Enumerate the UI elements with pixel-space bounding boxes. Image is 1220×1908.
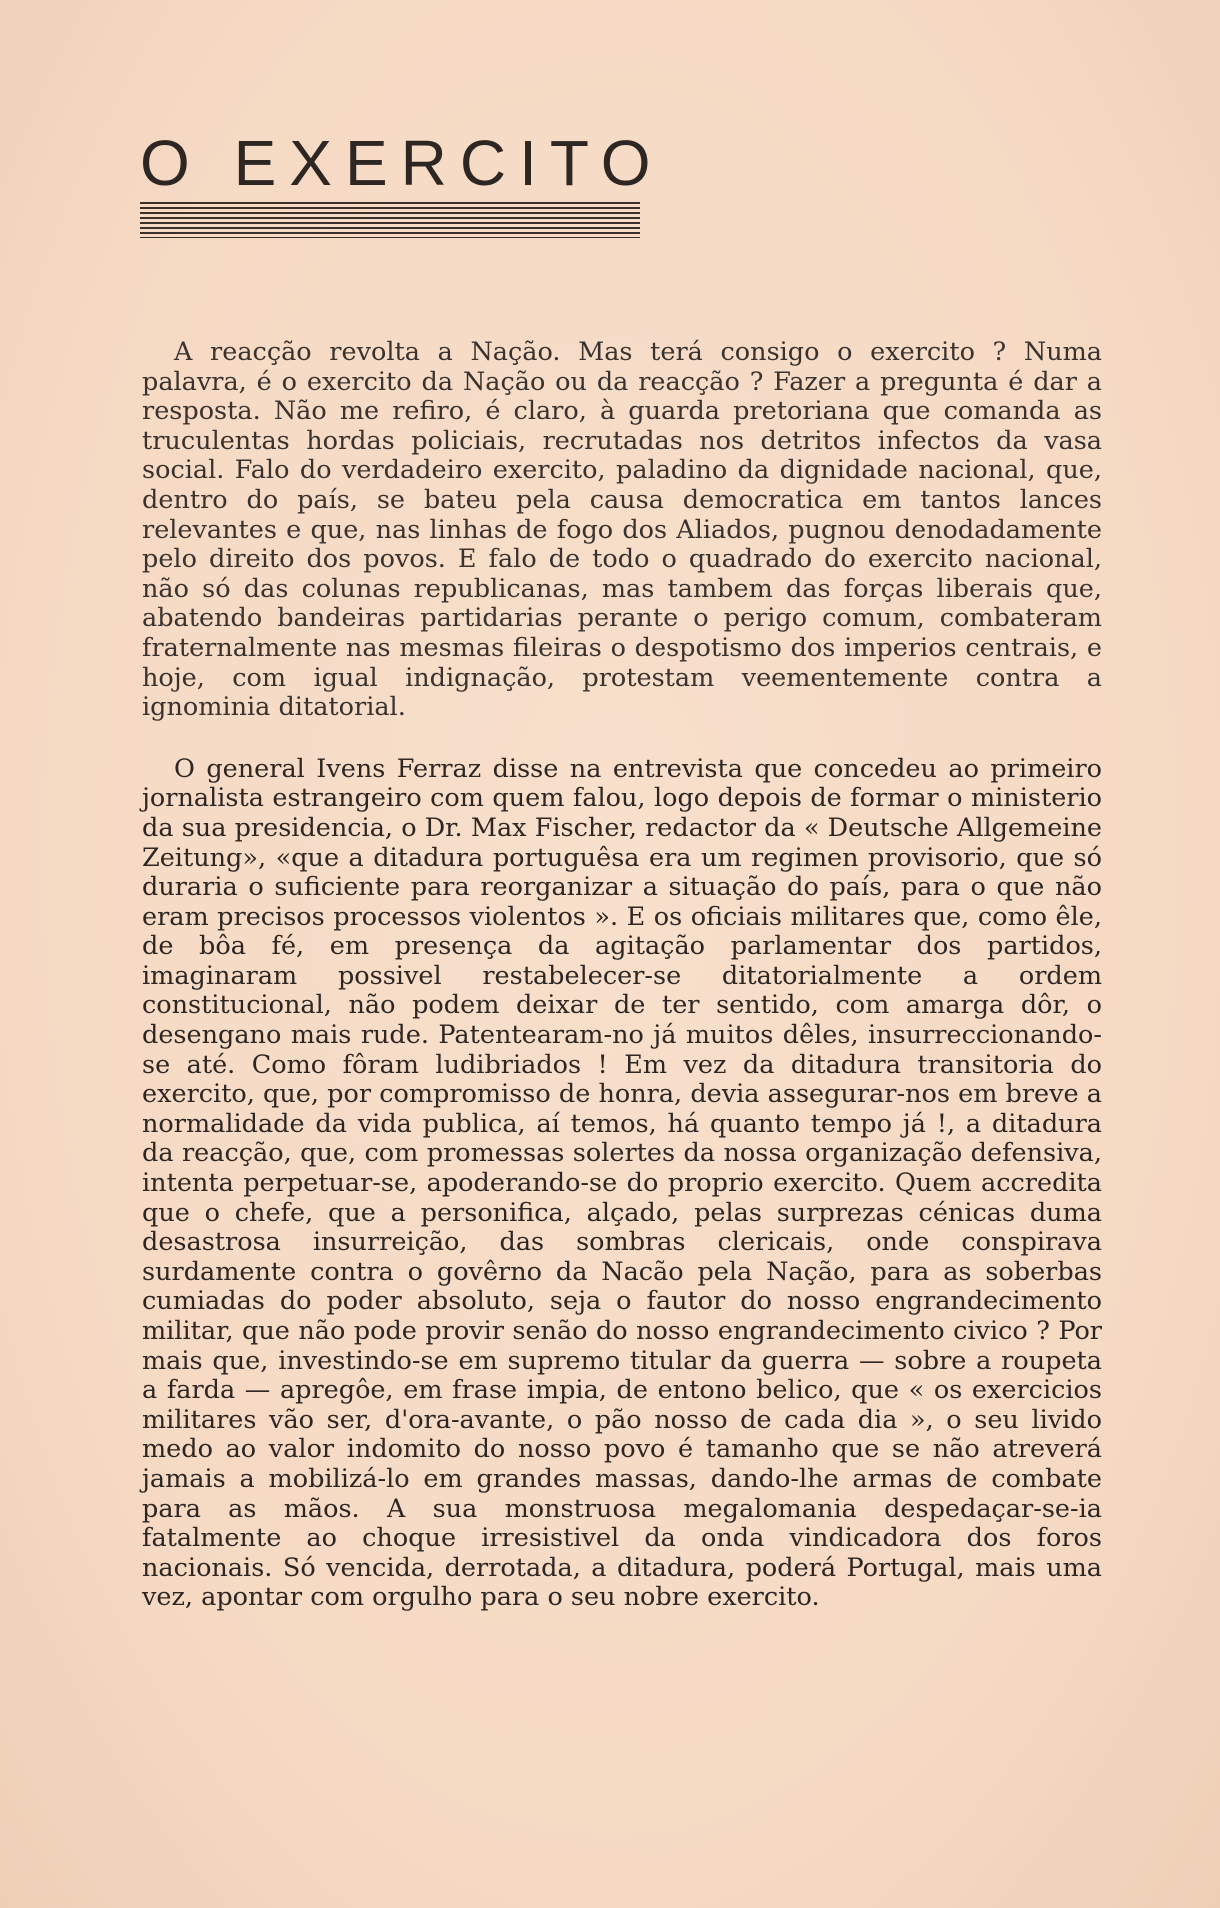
page-title: O EXERCITO — [140, 127, 664, 199]
title-underline-rule — [140, 202, 640, 238]
body-text — [142, 338, 1102, 1613]
title-block — [140, 127, 664, 238]
paragraph-2: O general Ivens Ferraz disse na entrevista que concedeu ao primeiro jornalista estrangeiro com quem falou, logo depois de formar o ministerio da sua presidencia, o Dr. Max Fischer, redactor da « Deutsche Allgemeine Zeitung», «que a ditadura portuguêsa era um regimen provisorio, que só duraria o suficiente para reorganizar a situação do país, para o que não eram precisos processos violentos ». E os oficiais militares que, como êle, de bôa fé, em presença da agitação parlamentar dos partidos, imaginaram possivel restabelecer-se ditatorialmente a ordem constitucional, não podem deixar de ter sentido, com amarga dôr, o desengano mais rude. Patentearam-no já muitos dêles, insurreccionando-se até. Como fôram ludibriados ! Em vez da ditadura transitoria do exercito, que, por compromisso de honra, devia assegurar-nos em breve a normalidade da vida publica, aí temos, há quanto tempo já !, a ditadura da reacção, que, com promessas solertes da nossa organização defensiva, intenta perpetuar-se, apoderando-se do proprio exercito. Quem accredita que o chefe, que a personifica, alçado, pelas surprezas cénicas duma desastrosa insurreição, das sombras clericais, onde conspirava surdamente contra o govêrno da Nacão pela Nação, para as soberbas cumiadas do poder absoluto, seja o fautor do nosso engrandecimento militar, que não pode provir senão do nosso engrandecimento civico ? Por mais que, investindo-se em supremo titular da guerra — sobre a roupeta a farda — apregôe, em frase impia, de entono belico, que « os exercicios militares vão ser, d'ora-avante, o pão nosso de cada dia », o seu livido medo ao valor indomito do nosso povo é tamanho que se não atreverá jamais a mobilizá-lo em grandes massas, dando-lhe armas de combate para as mãos. A sua monstruosa megalomania despedaçar-se-ia fatalmente ao choque irresistivel da onda vindicadora dos foros nacionais. Só vencida, derrotada, a ditadura, poderá Portugal, mais uma vez, apontar com orgulho para o seu nobre exercito. — [142, 753, 1102, 1613]
paragraph-1: A reacção revolta a Nação. Mas terá consigo o exercito ? Numa palavra, é o exercito da Nação ou da reacção ? Fazer a pregunta é dar a resposta. Não me refiro, é claro, à guarda pretoriana que comanda as truculentas hordas policiais, recrutadas nos detritos infectos da vasa social. Falo do verdadeiro exercito, paladino da dignidade nacional, que, dentro do país, se bateu pela causa democratica em tantos lances relevantes e que, nas linhas de fogo dos Aliados, pugnou denodadamente pelo direito dos povos. E falo de todo o quadrado do exercito nacional, não só das colunas republicanas, mas tambem das forças liberais que, abatendo bandeiras partidarias perante o perigo comum, combateram fraternalmente nas mesmas fileiras o despotismo dos imperios centrais, e hoje, com igual indignação, protestam veementemente contra a ignominia ditatorial. — [142, 337, 1102, 723]
